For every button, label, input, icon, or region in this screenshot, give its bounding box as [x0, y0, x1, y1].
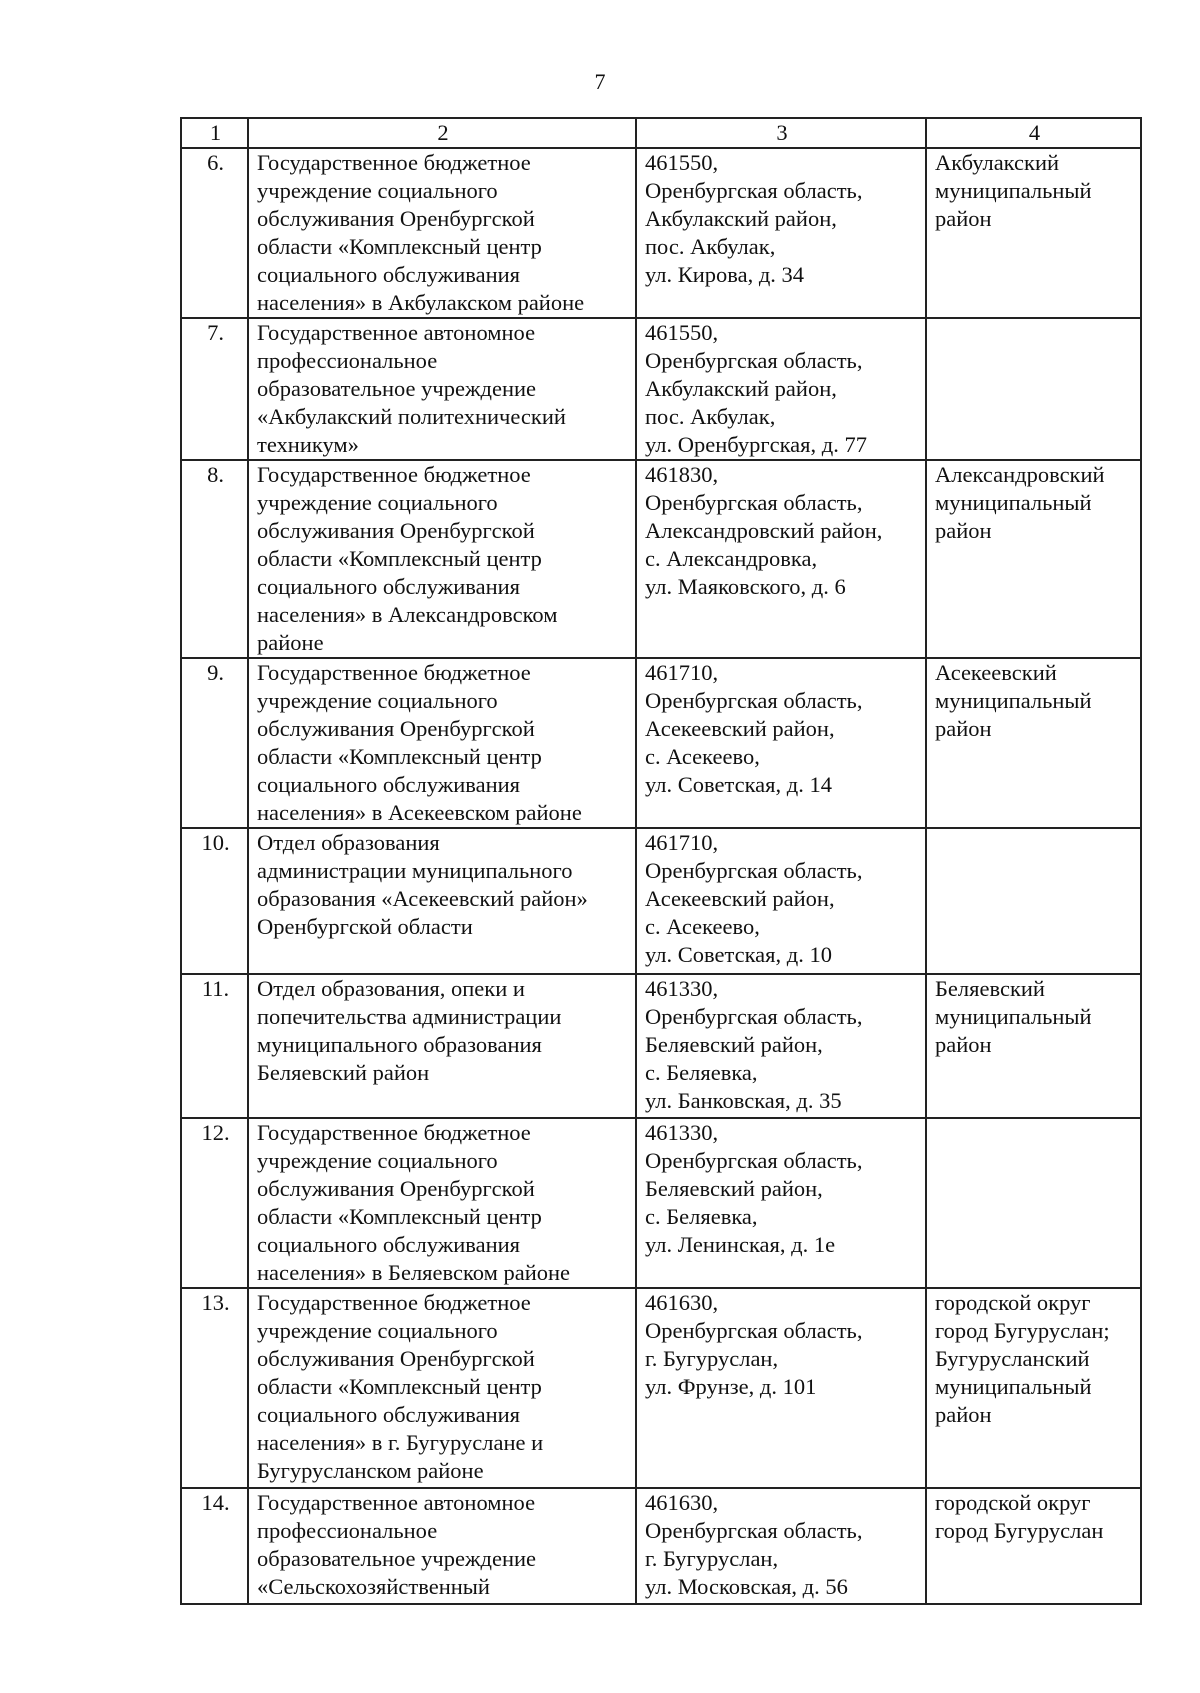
municipal-district — [926, 828, 1141, 974]
column-header-address: 3 — [636, 118, 926, 148]
institution-name: Отдел образования, опеки и попечительства администрации муниципального образования Беляевский район — [248, 974, 636, 1118]
column-header-district: 4 — [926, 118, 1141, 148]
table-row — [181, 148, 1141, 318]
institution-address: 461550, Оренбургская область, Акбулакский район, пос. Акбулак, ул. Кирова, д. 34 — [636, 148, 926, 318]
municipal-district: городской округ город Бугуруслан — [926, 1488, 1141, 1604]
municipal-district: Акбулакский муниципальный район — [926, 148, 1141, 318]
institution-name: Государственное бюджетное учреждение социального обслуживания Оренбургской области «Комплексный центр социального обслуживания населения» в Александровском районе — [248, 460, 636, 658]
institution-address: 461330, Оренбургская область, Беляевский район, с. Беляевка, ул. Банковская, д. 35 — [636, 974, 926, 1118]
table-row — [181, 1488, 1141, 1604]
institution-address: 461710, Оренбургская область, Асекеевский район, с. Асекеево, ул. Советская, д. 10 — [636, 828, 926, 974]
row-number: 6. — [181, 148, 248, 318]
row-number: 13. — [181, 1288, 248, 1488]
column-header-name: 2 — [248, 118, 636, 148]
institution-name: Государственное бюджетное учреждение социального обслуживания Оренбургской области «Комплексный центр социального обслуживания населения» в Беляевском районе — [248, 1118, 636, 1288]
municipal-district: Беляевский муниципальный район — [926, 974, 1141, 1118]
institution-address: 461550, Оренбургская область, Акбулакский район, пос. Акбулак, ул. Оренбургская, д. 77 — [636, 318, 926, 460]
institution-address: 461630, Оренбургская область, г. Бугуруслан, ул. Фрунзе, д. 101 — [636, 1288, 926, 1488]
table-row — [181, 1288, 1141, 1488]
page-number: 7 — [594, 69, 606, 94]
institution-name: Государственное бюджетное учреждение социального обслуживания Оренбургской области «Комплексный центр социального обслуживания населения» в г. Бугуруслане и Бугурусланском районе — [248, 1288, 636, 1488]
table-row — [181, 658, 1141, 828]
institution-name: Государственное бюджетное учреждение социального обслуживания Оренбургской области «Комплексный центр социального обслуживания населения» в Асекеевском районе — [248, 658, 636, 828]
municipal-district — [926, 1118, 1141, 1288]
municipal-district: городской округ город Бугуруслан; Бугурусланский муниципальный район — [926, 1288, 1141, 1488]
institution-name: Государственное бюджетное учреждение социального обслуживания Оренбургской области «Комплексный центр социального обслуживания населения» в Акбулакском районе — [248, 148, 636, 318]
table-row — [181, 1118, 1141, 1288]
municipal-district: Асекеевский муниципальный район — [926, 658, 1141, 828]
municipal-district — [926, 318, 1141, 460]
column-header-number: 1 — [181, 118, 248, 148]
institution-name: Государственное автономное профессиональное образовательное учреждение «Акбулакский политехнический техникум» — [248, 318, 636, 460]
institution-address: 461630, Оренбургская область, г. Бугуруслан, ул. Московская, д. 56 — [636, 1488, 926, 1604]
row-number: 12. — [181, 1118, 248, 1288]
institution-address: 461830, Оренбургская область, Александровский район, с. Александровка, ул. Маяковского, д. 6 — [636, 460, 926, 658]
row-number: 11. — [181, 974, 248, 1118]
table-row — [181, 460, 1141, 658]
institution-address: 461710, Оренбургская область, Асекеевский район, с. Асекеево, ул. Советская, д. 14 — [636, 658, 926, 828]
institutions-table — [180, 117, 1142, 1605]
table-row — [181, 318, 1141, 460]
municipal-district: Александровский муниципальный район — [926, 460, 1141, 658]
institution-address: 461330, Оренбургская область, Беляевский район, с. Беляевка, ул. Ленинская, д. 1е — [636, 1118, 926, 1288]
table-header-row — [181, 118, 1141, 148]
row-number: 14. — [181, 1488, 248, 1604]
table-row — [181, 974, 1141, 1118]
row-number: 7. — [181, 318, 248, 460]
row-number: 10. — [181, 828, 248, 974]
row-number: 9. — [181, 658, 248, 828]
institution-name: Отдел образования администрации муниципального образования «Асекеевский район» Оренбургской области — [248, 828, 636, 974]
row-number: 8. — [181, 460, 248, 658]
table-row — [181, 828, 1141, 974]
institution-name: Государственное автономное профессиональное образовательное учреждение «Сельскохозяйственный — [248, 1488, 636, 1604]
